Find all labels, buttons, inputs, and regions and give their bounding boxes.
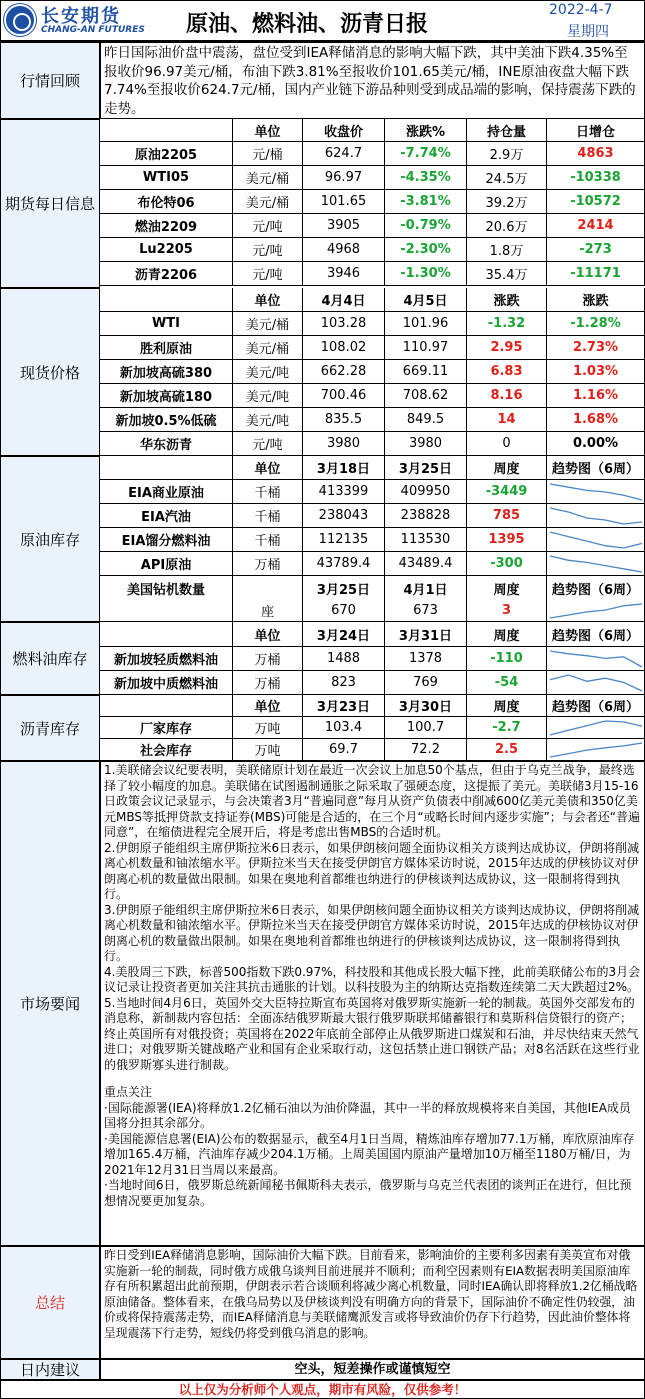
trend-sparkline — [548, 672, 644, 694]
futures-row — [100, 166, 645, 190]
price-curr: 849.5 — [385, 408, 467, 431]
weekly-change: 3 — [467, 600, 547, 621]
review-label: 行情回顾 — [0, 42, 100, 119]
fuel_inv-header-row — [100, 622, 645, 647]
change-pct: 2.73% — [547, 336, 645, 359]
trend-chart — [547, 480, 645, 503]
trend-sparkline — [548, 505, 644, 527]
unit: 美元/桶 — [233, 312, 303, 335]
column-header: 4月1日 — [385, 576, 467, 600]
close-price: 624.7 — [303, 142, 385, 165]
price-prev: 3980 — [303, 432, 385, 455]
futures-label: 期货每日信息 — [0, 119, 100, 288]
crude_inv-row — [100, 480, 645, 504]
column-header: 单位 — [233, 288, 303, 311]
item-name: 厂家库存 — [100, 717, 233, 738]
news-item: 2.伊朗原子能组织主席伊斯拉米6日表示，如果伊朗核问题全面协议相关方谈判达成协议，伊朗将削减离心机数量和铀浓缩水平。伊斯拉米当天在接受伊朗官方媒体采访时说，2015年达成的伊核协议对伊朗离心机的数量做出限制。如果在奥地利首都维也纳进行的伊核谈判达成协议，这一限制将得到执行。 — [104, 840, 640, 901]
report-header — [0, 0, 645, 42]
close-price: 96.97 — [303, 166, 385, 189]
column-header: 单位 — [233, 456, 303, 479]
item-name: EIA馏分燃料油 — [100, 528, 233, 551]
unit: 万吨 — [233, 739, 303, 760]
trend-chart — [547, 504, 645, 527]
weekly-change: -3449 — [467, 480, 547, 503]
news-item: 3.伊朗原子能组织主席伊斯拉米6日表示，如果伊朗核问题全面协议相关方谈判达成协议，伊朗将削减离心机数量和铀浓缩水平。伊斯拉米当天在接受伊朗官方媒体采访时说，2015年达成的伊核协议对伊朗离心机的数量做出限制。如果在奥地利首都维也纳进行的伊核谈判达成协议，这一限制将得到执行。 — [104, 902, 640, 963]
trend-chart — [547, 717, 645, 738]
report-weekday: 星期四 — [567, 24, 609, 40]
focus-item: ·美国能源信息署(EIA)公布的数据显示，截至4月1日当周，精炼油库存增加77.1万桶，库欣原油库存增加165.4万桶，汽油库存减少204.1万桶。上周美国国内原油产量增加10万桶至1180万桶/日，为2021年12月31日当周以来最高。 — [104, 1131, 635, 1177]
trend-sparkline — [548, 553, 644, 575]
value-curr: 238828 — [385, 504, 467, 527]
unit: 万桶 — [233, 671, 303, 694]
column-header: 3月31日 — [385, 622, 467, 646]
product-name: 新加坡0.5%低硫 — [100, 408, 233, 431]
open-interest: 20.6万 — [467, 214, 547, 237]
item-name: 新加坡轻质燃料油 — [100, 647, 233, 670]
spot-row — [100, 384, 645, 408]
crude_inv-row — [100, 528, 645, 552]
column-header: 趋势图（6周） — [547, 576, 645, 600]
column-header: 日增仓 — [547, 119, 645, 141]
column-header: 4月4日 — [303, 288, 385, 311]
column-header: 周度 — [467, 622, 547, 646]
spot-row — [100, 336, 645, 360]
unit: 座 — [233, 600, 303, 621]
rig-count-title: 美国钻机数量 — [100, 576, 233, 600]
news-item: 4.美股周三下跌，标普500指数下跌0.97%，科技股和其他成长股大幅下挫，此前美联储公布的3月会议记录让投资者更加关注其抗击通胀的计划。以科技股为主的纳斯达克指数连续第二天大跌超过2%。 — [104, 964, 641, 994]
trend-sparkline — [548, 718, 644, 738]
value-prev: 112135 — [303, 528, 385, 551]
value-prev: 238043 — [303, 504, 385, 527]
product-name: 新加坡高硫180 — [100, 384, 233, 407]
report-date: 2022-4-7 — [549, 2, 613, 18]
trend-line — [550, 675, 642, 691]
news-item: 5.当地时间4月6日，英国外交大臣特拉斯宣布英国将对俄罗斯实施新一轮的制裁。英国外交部发布的消息称，新制裁内容包括：全面冻结俄罗斯最大银行俄罗斯联邦储蓄银行和莫斯科信贷银行的资产；终止英国所有对俄投资；英国将在2022年底前全部停止从俄罗斯进口煤炭和石油，并尽快结束天然气进口；对俄罗斯关键战略产业和国有企业采取行动，这包括禁止进口钢铁产品；对8名活跃在这些行业的俄罗斯寡头进行制裁。 — [104, 995, 640, 1072]
unit: 美元/桶 — [233, 336, 303, 359]
trend-line — [550, 721, 642, 735]
weekly-change: -110 — [467, 647, 547, 670]
column-header — [100, 456, 233, 479]
change-pct: -4.35% — [385, 166, 467, 189]
product-name: 华东沥青 — [100, 432, 233, 455]
close-price: 3905 — [303, 214, 385, 237]
review-text: 昨日国际油价盘中震荡，盘位受到IEA释储消息的影响大幅下跌，其中美油下跌4.35%至报收价96.97美元/桶，布油下跌3.81%至报收价101.65美元/桶，INE原油夜盘大幅下跌7.74%至报收价624.7元/桶，国内产业链下游品种则受到成品端的影响，保持震荡下跌的走势。 — [100, 42, 645, 119]
item-name: 新加坡中质燃料油 — [100, 671, 233, 694]
advice-text: 空头，短差操作或谨慎短空 — [100, 1359, 645, 1380]
rig-row — [100, 600, 645, 622]
futures-header-row — [100, 119, 645, 142]
focus-item: ·当地时间6日，俄罗斯总统新闻秘书佩斯科夫表示，俄罗斯与乌克兰代表团的谈判正在进行，但比预想情况要更加复杂。 — [104, 1178, 632, 1208]
trend-chart — [547, 671, 645, 694]
column-header: 趋势图（6周） — [547, 456, 645, 479]
crude_inv-row — [100, 552, 645, 576]
column-header: 3月30日 — [385, 695, 467, 716]
price-prev: 662.28 — [303, 360, 385, 383]
crude_inv-row — [100, 504, 645, 528]
contract-name: 原油2205 — [100, 142, 233, 165]
item-name: EIA汽油 — [100, 504, 233, 527]
value-prev: 823 — [303, 671, 385, 694]
daily-oi-change: -10572 — [547, 190, 645, 213]
column-header: 单位 — [233, 119, 303, 141]
company-logo-icon — [4, 4, 36, 36]
trend-line — [550, 532, 642, 548]
contract-name: 燃油2209 — [100, 214, 233, 237]
column-header: 周度 — [467, 695, 547, 716]
column-header — [100, 622, 233, 646]
unit: 万桶 — [233, 552, 303, 575]
daily-oi-change: 4863 — [547, 142, 645, 165]
contract-name: 布伦特06 — [100, 190, 233, 213]
column-header: 涨跌 — [467, 288, 547, 311]
weekly-change: -54 — [467, 671, 547, 694]
price-curr: 3980 — [385, 432, 467, 455]
change-pct: 1.16% — [547, 384, 645, 407]
unit-header — [233, 576, 303, 600]
price-curr: 669.11 — [385, 360, 467, 383]
unit: 美元/桶 — [233, 190, 303, 213]
futures-row — [100, 142, 645, 166]
daily-oi-change: -11171 — [547, 262, 645, 285]
fuel_inv-row — [100, 647, 645, 671]
value-curr: 673 — [385, 600, 467, 621]
change: 8.16 — [467, 384, 547, 407]
item-name: 社会库存 — [100, 739, 233, 760]
trend-sparkline — [548, 481, 644, 503]
product-name: 新加坡高硫380 — [100, 360, 233, 383]
trend-line — [550, 556, 642, 572]
spot-row — [100, 408, 645, 432]
trend-line — [550, 743, 642, 757]
column-header: 单位 — [233, 695, 303, 716]
column-header: 趋势图（6周） — [547, 622, 645, 646]
contract-name: Lu2205 — [100, 238, 233, 261]
value-prev: 413399 — [303, 480, 385, 503]
change-pct: -7.74% — [385, 142, 467, 165]
daily-oi-change: -273 — [547, 238, 645, 261]
weekly-change: 1395 — [467, 528, 547, 551]
column-header — [100, 288, 233, 311]
change: 2.95 — [467, 336, 547, 359]
column-header: 3月24日 — [303, 622, 385, 646]
change: 14 — [467, 408, 547, 431]
unit: 元/桶 — [233, 142, 303, 165]
price-prev: 108.02 — [303, 336, 385, 359]
asphalt_inv-row — [100, 717, 645, 739]
company-name-en: CHANG-AN FUTURES — [41, 25, 145, 35]
summary-label: 总结 — [0, 1246, 100, 1359]
value-curr: 43489.4 — [385, 552, 467, 575]
trend-line — [550, 604, 642, 618]
trend-sparkline — [548, 529, 644, 551]
price-prev: 700.46 — [303, 384, 385, 407]
unit: 美元/吨 — [233, 384, 303, 407]
rig-header-row — [100, 576, 645, 600]
unit: 万桶 — [233, 647, 303, 670]
change: -1.32 — [467, 312, 547, 335]
column-header: 周度 — [467, 456, 547, 479]
change-pct: 0.00% — [547, 432, 645, 455]
open-interest: 35.4万 — [467, 262, 547, 285]
page-title: 原油、燃料油、沥青日报 — [186, 12, 429, 37]
unit: 美元/吨 — [233, 408, 303, 431]
crude-inventory-label: 原油库存 — [0, 456, 100, 622]
change-pct: -1.28% — [547, 312, 645, 335]
change: 6.83 — [467, 360, 547, 383]
change-pct: 1.68% — [547, 408, 645, 431]
open-interest: 39.2万 — [467, 190, 547, 213]
fuel_inv-row — [100, 671, 645, 695]
column-header: 收盘价 — [303, 119, 385, 141]
summary-text: 昨日受到IEA释储消息影响，国际油价大幅下跌。目前看来，影响油价的主要利多因素有美英宣布对俄实施新一轮的制裁，同时俄方成俄乌谈判目前进展并不顺利；而利空因素则有EIA数据表明美国原油库存有所积累超出此前预期，伊朗表示若合谈顺利将减少离心机数量，同时IEA确认即将释放1.2亿桶战略原油储备。整体看来，在俄乌局势以及伊核谈判没有明确方向的背景下，国际油价不确定性仍较强，油价或将保持震荡走势，而IEA释储消息与美联储鹰派发言或将导致油价仍存下行趋势，因此油价整体将呈现震荡下行走势，短线仍将受到俄乌消息的影响。 — [100, 1246, 645, 1359]
change-pct: -1.30% — [385, 262, 467, 285]
trend-line — [550, 484, 642, 500]
trend-chart — [547, 739, 645, 760]
trend-sparkline — [548, 648, 644, 670]
unit: 千桶 — [233, 480, 303, 503]
column-header: 3月23日 — [303, 695, 385, 716]
contract-name: 沥青2206 — [100, 262, 233, 285]
advice-label: 日内建议 — [0, 1359, 100, 1380]
change-pct: -3.81% — [385, 190, 467, 213]
futures-row — [100, 214, 645, 238]
open-interest: 1.8万 — [467, 238, 547, 261]
spot-header-row — [100, 288, 645, 312]
value-curr: 769 — [385, 671, 467, 694]
trend-sparkline — [548, 740, 644, 760]
column-header — [100, 695, 233, 716]
column-header: 3月25日 — [303, 576, 385, 600]
value-curr: 100.7 — [385, 717, 467, 738]
change-pct: -0.79% — [385, 214, 467, 237]
item-name: EIA商业原油 — [100, 480, 233, 503]
unit: 千桶 — [233, 528, 303, 551]
close-price: 101.65 — [303, 190, 385, 213]
column-header: 单位 — [233, 622, 303, 646]
column-header: 3月18日 — [303, 456, 385, 479]
unit: 元/吨 — [233, 432, 303, 455]
column-header: 4月5日 — [385, 288, 467, 311]
open-interest: 24.5万 — [467, 166, 547, 189]
daily-oi-change: -10338 — [547, 166, 645, 189]
value-prev: 670 — [303, 600, 385, 621]
change-pct: -2.30% — [385, 238, 467, 261]
unit: 元/吨 — [233, 238, 303, 261]
value-prev: 43789.4 — [303, 552, 385, 575]
weekly-change: -300 — [467, 552, 547, 575]
rig-count-title-cont — [100, 600, 233, 621]
daily-oi-change: 2414 — [547, 214, 645, 237]
product-name: WTI — [100, 312, 233, 335]
spot-row — [100, 432, 645, 456]
trend-line — [550, 651, 642, 667]
column-header: 周度 — [467, 576, 547, 600]
value-curr: 72.2 — [385, 739, 467, 760]
weekly-change: 785 — [467, 504, 547, 527]
focus-item: ·国际能源署(IEA)将释放1.2亿桶石油以为油价降温，其中一半的释放规模将来自美国，其他IEA成员国将分担其余部分。 — [104, 1100, 631, 1130]
spot-row — [100, 360, 645, 384]
column-header — [100, 119, 233, 141]
column-header: 趋势图（6周） — [547, 695, 645, 716]
value-prev: 69.7 — [303, 739, 385, 760]
unit: 元/吨 — [233, 262, 303, 285]
unit: 元/吨 — [233, 214, 303, 237]
fuel-inventory-label: 燃料油库存 — [0, 622, 100, 695]
contract-name: WTI05 — [100, 166, 233, 189]
disclaimer: 以上仅为分析师个人观点，期市有风险，仅供参考！ — [0, 1380, 645, 1399]
price-prev: 103.28 — [303, 312, 385, 335]
trend-chart — [547, 528, 645, 551]
trend-chart — [547, 600, 645, 621]
news-label: 市场要闻 — [0, 761, 100, 1246]
unit: 千桶 — [233, 504, 303, 527]
spot-row — [100, 312, 645, 336]
trend-sparkline — [548, 601, 644, 621]
company-name: 长安期货 — [41, 6, 121, 27]
column-header: 持仓量 — [467, 119, 547, 141]
futures-row — [100, 262, 645, 286]
price-prev: 835.5 — [303, 408, 385, 431]
open-interest: 2.9万 — [467, 142, 547, 165]
column-header: 涨跌 — [547, 288, 645, 311]
close-price: 3946 — [303, 262, 385, 285]
asphalt_inv-header-row — [100, 695, 645, 717]
price-curr: 110.97 — [385, 336, 467, 359]
value-curr: 113530 — [385, 528, 467, 551]
futures-row — [100, 190, 645, 214]
trend-chart — [547, 647, 645, 670]
price-curr: 708.62 — [385, 384, 467, 407]
news-item: 1.美联储会议纪要表明，美联储原计划在最近一次会议上加息50个基点，但由于乌克兰战争，最终选择了较小幅度的加息。美联储在试图遏制通胀之际采取了强硬态度，这提振了美元。美联储3月15-16日政策会议记录显示，与会决策者3月“普遍同意”每月从资产负债表中削减600亿美元美债和350亿美元MBS等抵押贷款支持证券(MBS)可能是合适的，在三个月“或略长时间内逐步实施”；与会者还“普遍同意”，在缩债进程完全展开后，将是考虑出售MBS的合适时机。 — [104, 763, 641, 839]
value-curr: 409950 — [385, 480, 467, 503]
column-header: 3月25日 — [385, 456, 467, 479]
value-prev: 1488 — [303, 647, 385, 670]
value-prev: 103.4 — [303, 717, 385, 738]
spot-label: 现货价格 — [0, 288, 100, 456]
close-price: 4968 — [303, 238, 385, 261]
focus-title: 重点关注 — [104, 1085, 153, 1099]
change: 0 — [467, 432, 547, 455]
unit: 美元/吨 — [233, 360, 303, 383]
futures-row — [100, 238, 645, 262]
value-curr: 1378 — [385, 647, 467, 670]
weekly-change: -2.7 — [467, 717, 547, 738]
asphalt-inventory-label: 沥青库存 — [0, 695, 100, 761]
trend-chart — [547, 552, 645, 575]
product-name: 胜利原油 — [100, 336, 233, 359]
crude_inv-header-row — [100, 456, 645, 480]
trend-line — [550, 508, 642, 524]
asphalt_inv-row — [100, 739, 645, 761]
change-pct: 1.03% — [547, 360, 645, 383]
unit: 美元/桶 — [233, 166, 303, 189]
item-name: API原油 — [100, 552, 233, 575]
price-curr: 101.96 — [385, 312, 467, 335]
weekly-change: 2.5 — [467, 739, 547, 760]
column-header: 涨跌% — [385, 119, 467, 141]
unit: 万吨 — [233, 717, 303, 738]
news-body — [100, 761, 645, 1246]
